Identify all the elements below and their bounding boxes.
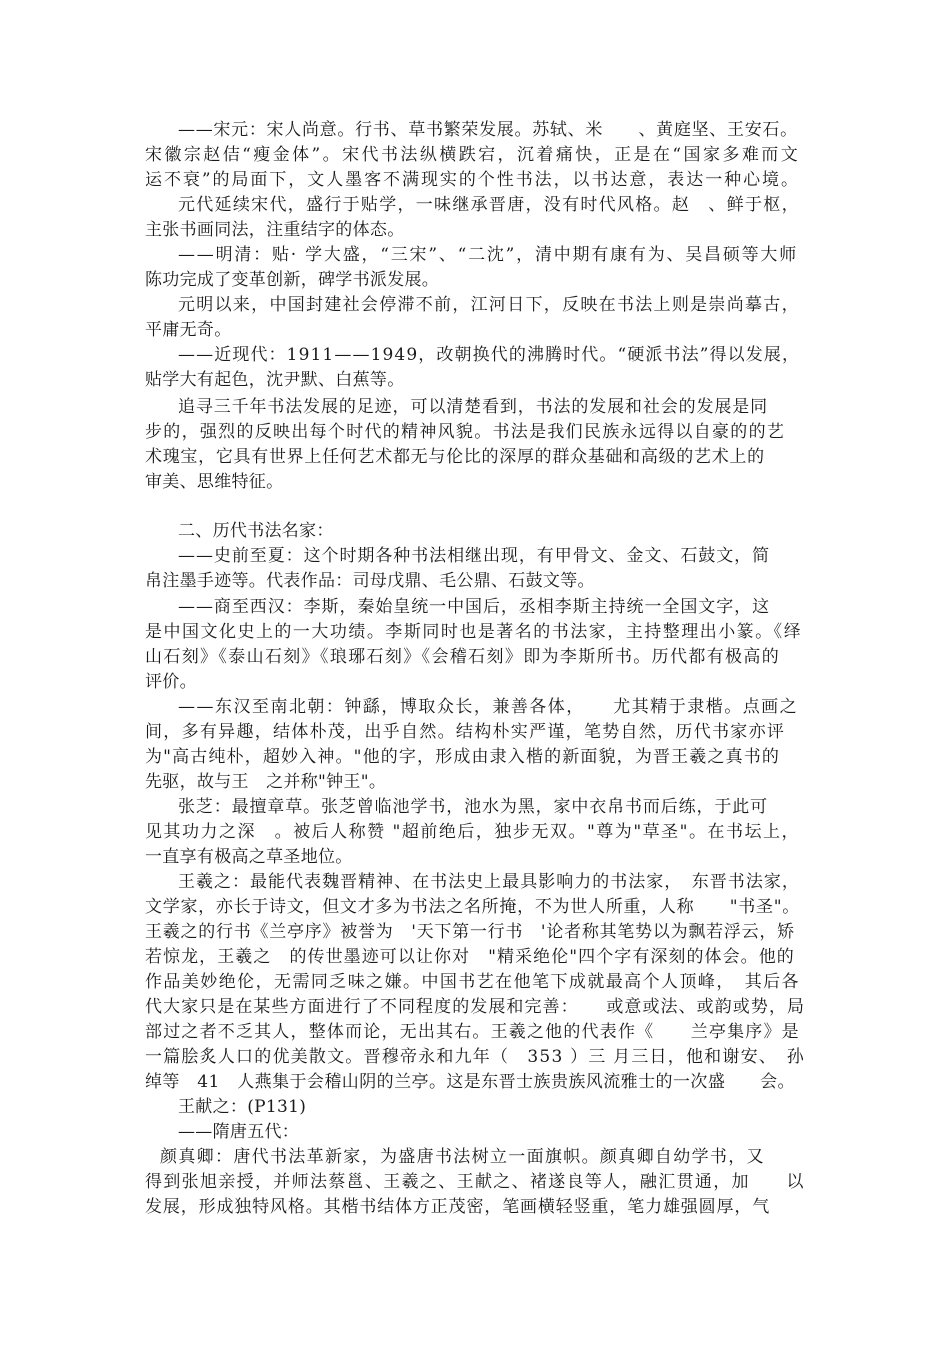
text-line: 绰等 41 人燕集于会稽山阴的兰亭。这是东晋士族贵族风流雅士的一次盛 会。 <box>145 1072 795 1092</box>
text-line: 帛注墨手迹等。代表作品：司母戊鼎、毛公鼎、石鼓文等。 <box>145 571 595 591</box>
text-line: 文学家，亦长于诗文，但文才多为书法之名所掩，不为世人所重，人称 "书圣"。 <box>145 897 800 917</box>
text-line: 贴学大有起色，沈尹默、白蕉等。 <box>145 370 405 390</box>
text-line: 元明以来，中国封建社会停滞不前，江河日下，反映在书法上则是崇尚摹古， <box>178 295 800 315</box>
text-line: 追寻三千年书法发展的足迹，可以清楚看到，书法的发展和社会的发展是同 <box>178 397 769 417</box>
text-line: 一篇脍炙人口的优美散文。晋穆帝永和九年（ 353 ）三 月三日，他和谢安、 孙 <box>145 1047 805 1067</box>
text-line: 为"高古纯朴，超妙入神。"他的字，形成由隶入楷的新面貌，为晋王羲之真书的 <box>145 747 781 767</box>
text-line: 宋徽宗赵佶“瘦金体”。宋代书法纵横跌宕，沉着痛快，正是在“国家多难而文 <box>145 145 801 165</box>
text-line: ——明清：贴· 学大盛，“三宋”、“二沈”，清中期有康有为、吴昌硕等大师 <box>178 245 799 265</box>
text-line: 元代延续宋代，盛行于贴学，一味继承晋唐，没有时代风格。赵 、鲜于枢， <box>178 195 800 215</box>
text-line: 间，多有异趣，结体朴茂，出乎自然。结构朴实严谨，笔势自然，历代书家亦评 <box>145 722 786 742</box>
text-line: 术瑰宝，它具有世界上任何艺术都无与伦比的深厚的群众基础和高级的艺术上的 <box>145 447 765 467</box>
text-line: 王献之：(P131) <box>178 1097 307 1117</box>
text-line: 王羲之的行书《兰亭序》被誉为 '天下第一行书 '论者称其笔势以为飘若浮云，矫 <box>145 922 795 942</box>
text-line: 审美、思维特征。 <box>145 472 284 492</box>
text-line: 发展，形成独特风格。其楷书结体方正茂密，笔画横轻竖重，笔力雄强圆厚，气 <box>145 1197 771 1217</box>
text-line: 山石刻》《泰山石刻》《琅琊石刻》《会稽石刻》即为李斯所书。历代都有极高的 <box>145 647 781 667</box>
text-line: 张芝：最擅章草。张芝曾临池学书，池水为黑，家中衣帛书而后练，于此可 <box>178 797 769 817</box>
text-line: 陈功完成了变革创新，碑学书派发展。 <box>145 270 440 290</box>
text-line: 先驱，故与王 之并称"钟王"。 <box>145 772 387 792</box>
text-line: 代大家只是在某些方面进行了不同程度的发展和完善： 或意或法、或韵或势，局 <box>145 997 806 1017</box>
text-line: 王羲之：最能代表魏晋精神、在书法史上最具影响力的书法家， 东晋书法家， <box>178 872 800 892</box>
text-line: 部过之者不乏其人，整体而论，无出其右。王羲之他的代表作《 兰亭集序》是 <box>145 1022 800 1042</box>
text-line: 颜真卿：唐代书法革新家，为盛唐书法树立一面旗帜。颜真卿自幼学书，又 <box>160 1147 765 1167</box>
text-line: ——史前至夏：这个时期各种书法相继出现，有甲骨文、金文、石鼓文，简 <box>178 546 771 566</box>
text-line: 运不衰”的局面下，文人墨客不满现实的个性书法，以书达意，表达一种心境。 <box>145 170 800 190</box>
section-heading: 二、历代书法名家： <box>178 521 334 541</box>
text-line: 若惊龙，王羲之 的传世墨迹可以让你对 "精采绝伦"四个字有深刻的体会。他的 <box>145 947 795 967</box>
text-line: ——近现代：1911——1949，改朝换代的沸腾时代。“硬派书法”得以发展， <box>178 345 801 365</box>
text-line: ——东汉至南北朝：钟繇，博取众长，兼善各体， 尤其精于隶楷。点画之 <box>178 697 799 717</box>
text-line: ——隋唐五代： <box>178 1122 300 1142</box>
text-line: 得到张旭亲授，并师法蔡邕、王羲之、王献之、褚遂良等人，融汇贯通，加 以 <box>145 1172 805 1192</box>
text-line: 主张书画同法，注重结字的体态。 <box>145 220 405 240</box>
text-line: 步的，强烈的反映出每个时代的精神风貌。书法是我们民族永远得以自豪的的艺 <box>145 422 786 442</box>
text-line: ——商至西汉：李斯，秦始皇统一中国后，丞相李斯主持统一全国文字，这 <box>178 597 771 617</box>
text-line: 见其功力之深 。被后人称赞 "超前绝后，独步无双。"尊为"草圣"。在书坛上， <box>145 822 801 842</box>
text-line: 作品美妙绝伦，无需同乏味之嫌。中国书艺在他笔下成就最高个人顶峰， 其后各 <box>145 972 800 992</box>
text-line: ——宋元：宋人尚意。行书、草书繁荣发展。苏轼、米 、黄庭坚、王安石。 <box>178 120 798 140</box>
text-line: 是中国文化史上的一大功绩。李斯同时也是著名的书法家，主持整理出小篆。《绎 <box>145 622 803 642</box>
text-line: 一直享有极高之草圣地位。 <box>145 847 353 867</box>
text-line: 评价。 <box>145 672 197 692</box>
text-line: 平庸无奇。 <box>145 320 232 340</box>
